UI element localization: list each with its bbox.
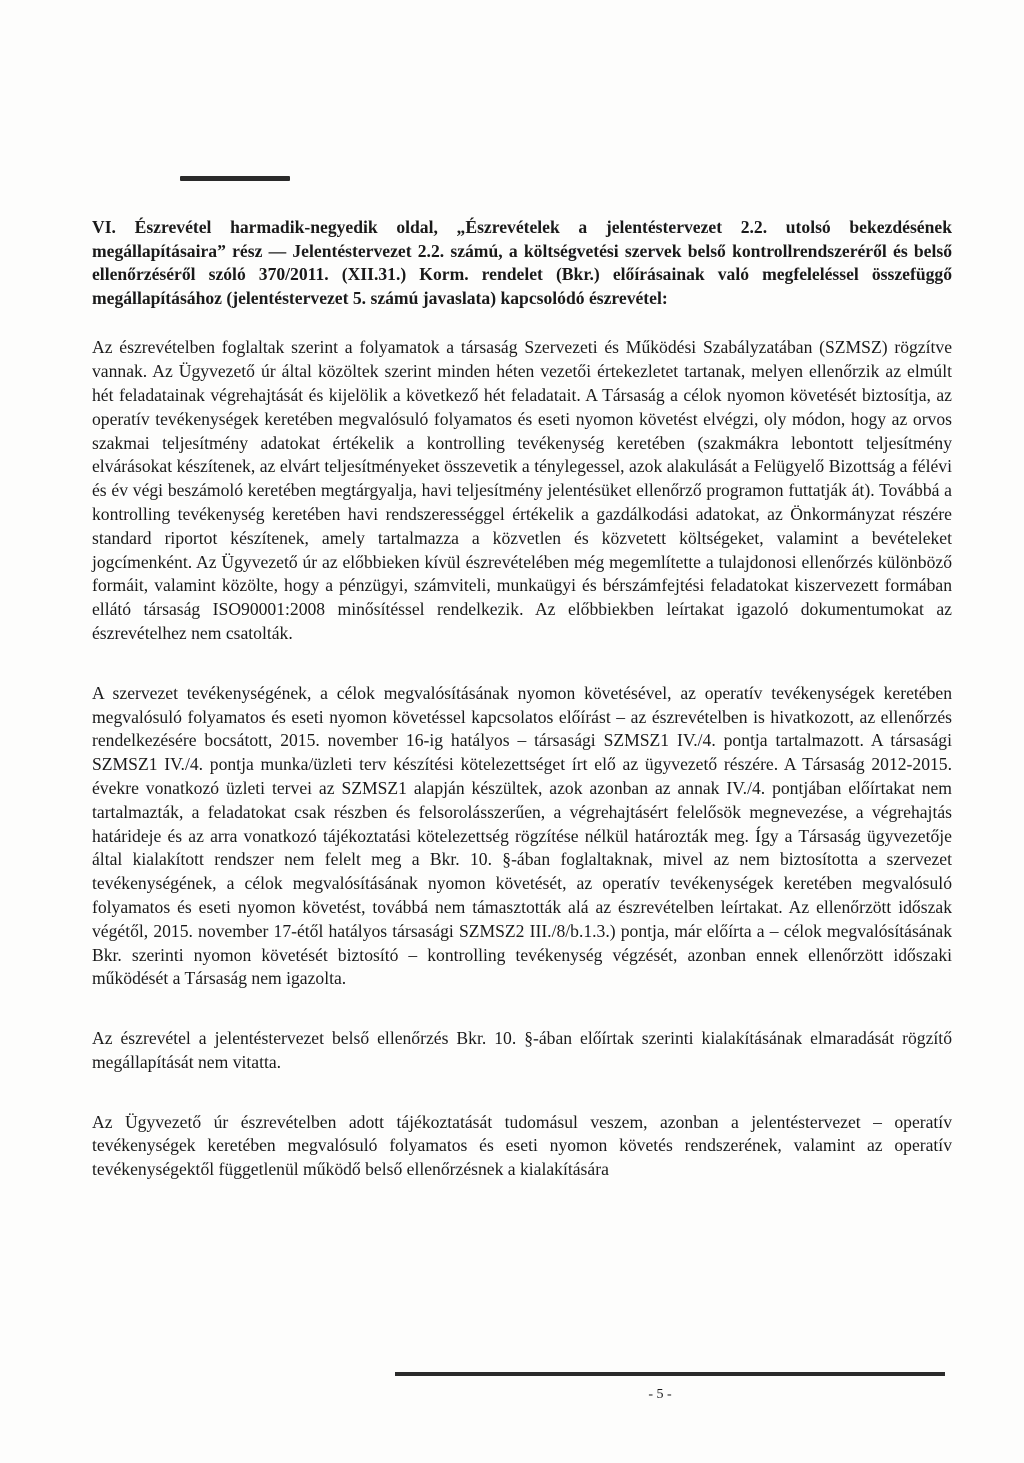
paragraph-3: Az észrevétel a jelentéstervezet belső ellenőrzés Bkr. 10. §-ában előírtak szerinti kialakításának elmaradását rögzítő megállapítását nem vitatta. — [92, 1028, 952, 1072]
page-number: - 5 - — [648, 1387, 672, 1402]
paragraph-1: Az észrevételben foglaltak szerint a folyamatok a társaság Szervezeti és Működési Szabályzatában (SZMSZ) rögzítve vannak. Az Ügyvezető úr által közöltek szerint minden héten vezetői értekezletet tartanak, melyen ellenőrzik az elmúlt hét feladatainak végrehajtását és kijelölik a következő hét feladatait. A Társaság a célok nyomon követését biztosítja, az operatív tevékenységek keretében megvalósuló folyamatos és eseti nyomon követést elvégzi, oly módon, hogy az orvos szakmai teljesítmény adatokat értékelik a kontrolling tevékenység keretében (szakmákra lebontott teljesítmény elvárásokat készítenek, az elvárt teljesítményeket összevetik a ténylegessel, azok alakulását a Felügyelő Bizottság a félévi és év végi beszámoló keretében megtárgyalja, havi teljesítmény jelentésüket ellenőrző programon futtatják át). Továbbá a kontrolling tevékenység keretében havi rendszerességgel értékelik a gazdálkodási adatokat, az Önkormányzat részére standard riportot készítenek, amely tartalmazza a közvetlen és közvetett költségeket, valamint a bevételeket jogcímenként. Az Ügyvezető úr az előbbieken kívül észrevételében még megemlítette a tulajdonosi ellenőrzés különböző formáit, valamint közölte, hogy a pénzügyi, számviteli, munkaügyi és bérszámfejtési feladatokat kiszervezett formában ellátó társaság ISO90001:2008 minősítéssel rendelkezik. Az előbbiekben leírtakat igazoló dokumentumokat az észrevételhez nem csatolták. — [92, 337, 952, 643]
section-heading: VI. Észrevétel harmadik-negyedik oldal, „Észrevételek a jelentéstervezet 2.2. utolsó bekezdésének megállapításaira” rész — Jelentéstervezet 2.2. számú, a költségvetési szervek belső kontrollrendszeréről és belső ellenőrzéséről szóló 370/2011. (XII.31.) Korm. rendelet (Bkr.) előírásainak való megfeleléssel összefüggő megállapításához (jelentéstervezet 5. számú javaslata) kapcsolódó észrevétel: — [92, 217, 952, 308]
header-rule — [180, 176, 290, 181]
paragraph-2: A szervezet tevékenységének, a célok megvalósításának nyomon követésével, az operatív tevékenységek keretében megvalósuló folyamatos és eseti nyomon követéssel kapcsolatos előírást – az észrevételben is hivatkozott, az ellenőrzés rendelkezésére bocsátott, 2015. november 16-ig hatályos – társasági SZMSZ1 IV./4. pontja tartalmazott. A társasági SZMSZ1 IV./4. pontja munka/üzleti terv készítési kötelezettséget írt elő az ügyvezető részére. A Társaság 2012-2015. évekre vonatkozó üzleti tervei az SZMSZ1 alapján készültek, azok azonban az annak IV./4. pontjában előírtakat nem tartalmazták, a feladatokat csak részben és felsorolásszerűen, a végrehajtásért felelősök megnevezése, a végrehajtás határideje és az arra vonatkozó tájékoztatási kötelezettség rögzítése nélkül határozták meg. Így a Társaság ügyvezetője által kialakított rendszer nem felelt meg a Bkr. 10. §-ában foglaltaknak, mivel az nem biztosította a szervezet tevékenységének, a célok megvalósításának nyomon követését, az operatív tevékenységek keretében megvalósuló folyamatos és eseti nyomon követést, továbbá nem támasztották alá az észrevételben leírtakat. Az ellenőrzött időszak végétől, 2015. november 17-étől hatályos társasági SZMSZ2 III./8/b.1.3.) pontja, már előírta a – célok megvalósításának Bkr. szerinti nyomon követését biztosító – kontrolling tevékenység végzését, azonban ennek ellenőrzött időszaki működését a Társaság nem igazolta. — [92, 682, 952, 989]
document-body — [92, 216, 952, 1218]
paragraph-4: Az Ügyvezető úr észrevételben adott tájékoztatását tudomásul veszem, azonban a jelentéstervezet – operatív tevékenységek keretében megvalósuló folyamatos és eseti nyomon követés rendszerének, valamint az operatív tevékenységektől függetlenül működő belső ellenőrzésnek a kialakítására — [92, 1111, 952, 1180]
footer-rule — [395, 1372, 945, 1376]
